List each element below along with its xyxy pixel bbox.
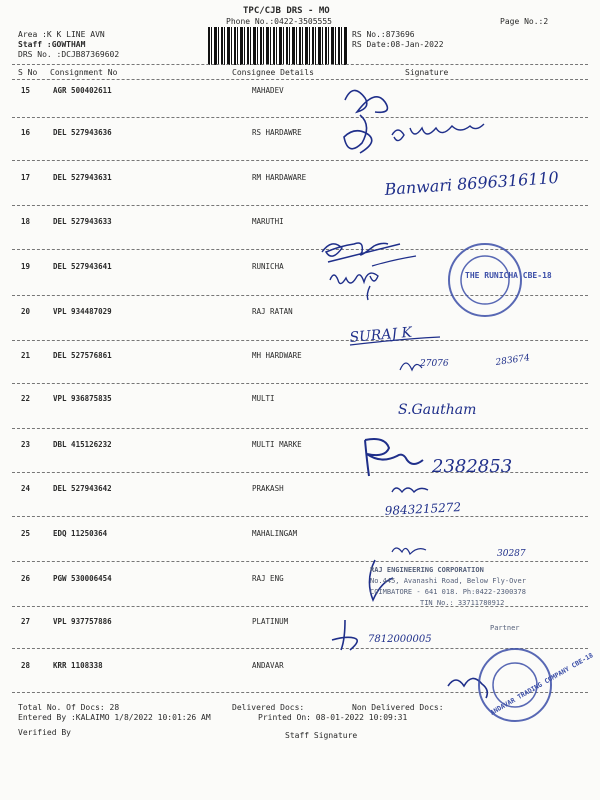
row-sno: 16 bbox=[21, 128, 31, 137]
row-sno: 22 bbox=[21, 394, 31, 403]
document-title: TPC/CJB DRS - MO bbox=[243, 6, 330, 16]
prakash-number: 9843215272 bbox=[384, 500, 462, 518]
row-sno: 18 bbox=[21, 217, 31, 226]
company-stamp-line5: Partner bbox=[490, 624, 520, 632]
row-consignee: RUNICHA bbox=[252, 262, 284, 271]
row-sno: 26 bbox=[21, 574, 31, 583]
row-sno: 28 bbox=[21, 661, 31, 670]
row-consignment: VPL 934487029 bbox=[53, 307, 112, 316]
row-consignment: DEL 527943633 bbox=[53, 217, 112, 226]
row-consignment: AGR 500402611 bbox=[53, 86, 112, 95]
row-consignment: DEL 527943636 bbox=[53, 128, 112, 137]
runicha-underline bbox=[372, 256, 416, 266]
row-consignee: RM HARDAWARE bbox=[252, 173, 307, 182]
row-consignee: MH HARDWARE bbox=[252, 351, 302, 360]
drs-number: DRS No. :DCJB87369602 bbox=[18, 50, 120, 59]
runicha-signature bbox=[330, 273, 378, 300]
row-consignee: MULTI bbox=[252, 394, 275, 403]
multi-handwriting: S.Gautham bbox=[398, 402, 477, 418]
company-stamp-line4: TIN No.: 33711780912 bbox=[420, 599, 505, 607]
rs-date: RS Date:08-Jan-2022 bbox=[352, 40, 444, 49]
row-consignment: DEL 527943631 bbox=[53, 173, 112, 182]
mh-hardware-number-2: 283674 bbox=[495, 353, 531, 368]
row-sno: 19 bbox=[21, 262, 31, 271]
mahadev-signature bbox=[344, 90, 387, 153]
row-consignment: DBL 415126232 bbox=[53, 440, 112, 449]
mahalingam-signature bbox=[392, 548, 426, 554]
row-consignment: PGW 530006454 bbox=[53, 574, 112, 583]
col-consignee: Consignee Details bbox=[232, 68, 314, 77]
platinum-signature bbox=[332, 620, 357, 650]
company-stamp-line2: No.445, Avanashi Road, Below Fly-Over bbox=[370, 577, 526, 585]
row-sno: 21 bbox=[21, 351, 31, 360]
row-consignment: DEL 527576861 bbox=[53, 351, 112, 360]
row-consignee: MAHALINGAM bbox=[252, 529, 298, 538]
runicha-stamp-text: THE RUNICHA CBE-18 bbox=[465, 271, 552, 280]
runicha-round-stamp bbox=[449, 244, 521, 316]
phone-number: Phone No.:0422-3505555 bbox=[226, 17, 332, 26]
area-label: Area :K K LINE AVN bbox=[18, 30, 105, 39]
non-delivered-docs: Non Delivered Docs: bbox=[352, 703, 444, 712]
mh-hardware-signature bbox=[400, 363, 422, 370]
multi-marke-number: 2382853 bbox=[432, 456, 513, 477]
andavar-stamp-text: ANDAVAR TRADING COMPANY CBE-18 bbox=[488, 651, 595, 717]
staff-signature: Staff Signature bbox=[285, 731, 358, 740]
platinum-number: 7812000005 bbox=[368, 634, 432, 645]
row-sno: 20 bbox=[21, 307, 31, 316]
rs-hardware-signature bbox=[392, 124, 484, 141]
row-consignee: PRAKASH bbox=[252, 484, 284, 493]
row-consignee: RAJ RATAN bbox=[252, 307, 293, 316]
rs-number: RS No.:873696 bbox=[352, 30, 415, 39]
page-number: Page No.:2 bbox=[500, 17, 549, 26]
row-sno: 25 bbox=[21, 529, 31, 538]
row-consignee: MAHADEV bbox=[252, 86, 284, 95]
row-sno: 24 bbox=[21, 484, 31, 493]
row-consignment: DEL 527943641 bbox=[53, 262, 112, 271]
row-consignee: MARUTHI bbox=[252, 217, 284, 226]
row-sno: 23 bbox=[21, 440, 31, 449]
row-sno: 27 bbox=[21, 617, 31, 626]
row-sno: 17 bbox=[21, 173, 31, 182]
row-consignment: EDQ 11250364 bbox=[53, 529, 108, 538]
verified-by: Verified By bbox=[18, 728, 71, 737]
row-consignment: KRR 1108338 bbox=[53, 661, 103, 670]
company-stamp-line1: RAJ ENGINEERING CORPORATION bbox=[370, 566, 484, 574]
row-consignee: MULTI MARKE bbox=[252, 440, 302, 449]
maruthi-signature bbox=[322, 243, 400, 262]
company-stamp-line3: COIMBATORE - 641 018. Ph:0422-2300378 bbox=[370, 588, 526, 596]
prakash-signature bbox=[392, 488, 428, 492]
col-signature: Signature bbox=[405, 68, 449, 77]
row-sno: 15 bbox=[21, 86, 31, 95]
row-consignee: ANDAVAR bbox=[252, 661, 284, 670]
raj-ratan-handwriting: SURAJ K bbox=[348, 324, 413, 346]
printed-on: Printed On: 08-01-2022 10:09:31 bbox=[258, 713, 408, 722]
row-consignee: PLATINUM bbox=[252, 617, 289, 626]
mahalingam-number: 30287 bbox=[497, 549, 526, 559]
mh-hardware-number: 27076 bbox=[420, 359, 449, 369]
row-consignee: RS HARDAWRE bbox=[252, 128, 302, 137]
delivered-docs: Delivered Docs: bbox=[232, 703, 305, 712]
row-consignee: RAJ ENG bbox=[252, 574, 284, 583]
row-consignment: DEL 527943642 bbox=[53, 484, 112, 493]
col-consignment: Consignment No bbox=[50, 68, 118, 77]
staff-label: Staff :GOWTHAM bbox=[18, 40, 86, 49]
entered-by: Entered By :KALAIMO 1/8/2022 10:01:26 AM bbox=[18, 713, 211, 722]
multi-marke-signature bbox=[365, 439, 423, 476]
total-docs: Total No. Of Docs: 28 bbox=[18, 703, 120, 712]
row-consignment: VPL 936875835 bbox=[53, 394, 112, 403]
col-sno: S No bbox=[18, 68, 38, 77]
row-consignment: VPL 937757886 bbox=[53, 617, 112, 626]
rm-hardware-handwriting: Banwari 8696316110 bbox=[383, 167, 560, 199]
raj-eng-company-stamp bbox=[370, 565, 526, 634]
